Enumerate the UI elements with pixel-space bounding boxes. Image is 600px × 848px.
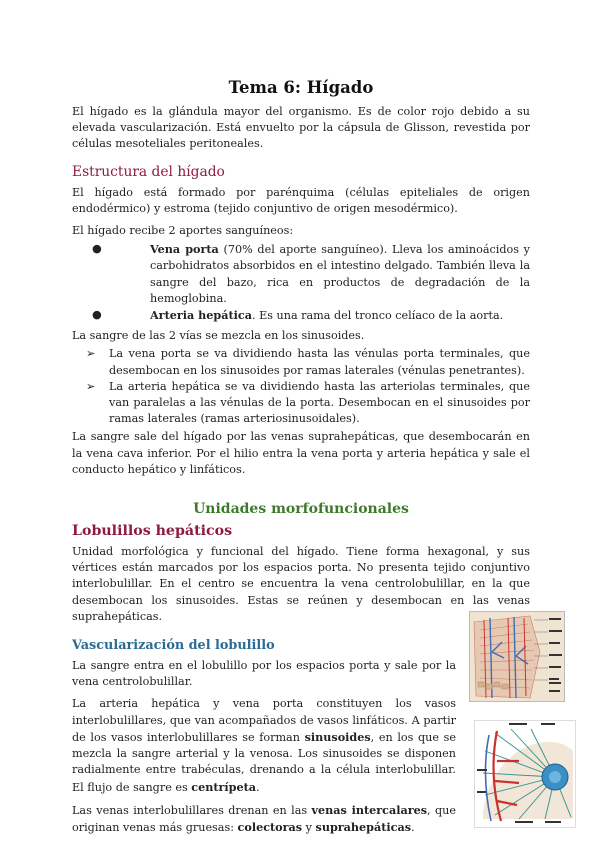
lobule-illustration [469,611,565,702]
heading-lobulillos: Lobulillos hepáticos [72,523,233,540]
vasc-paragraph-3: Las venas interlobulillares drenan en las venas intercalares, que originan venas más gruesas: colectoras y suprahepáticas. [72,802,456,834]
bullet-icon: ● [92,308,102,322]
arrow-bullet-icon: ➢ [86,379,96,393]
lobule-cross-section-svg [475,721,575,827]
vascularizacion-column [72,658,456,836]
blood-supply-list [72,241,530,324]
estructura-paragraph-2: El hígado recibe 2 aportes sanguíneos: [72,224,294,238]
arrow-bullet-icon: ➢ [86,347,96,361]
lobulillos-paragraph: Unidad morfológica y funcional del hígado. Tiene forma hexagonal, y sus vértices están marcados por los espacios porta. No presenta tejido conjuntivo interlobulillar. En el centro se encuentra la vena centrolobulillar, en la que desembocan los sinusoides. Estas se reúnen y desembocan en las venas suprahepáticas. [72,545,530,623]
list-item: ➢ La vena porta se va dividiendo hasta las vénulas porta terminales, que desembocan en los sinusoides por ramas laterales (vénulas penetrantes). [86,347,530,377]
vasc-paragraph-1: La sangre entra en el lobulillo por los espacios porta y sale por la vena centrolobulillar. [72,659,456,689]
estructura-paragraph-4: La sangre sale del hígado por las venas suprahepáticas, que desembocarán en la vena cava inferior. Por el hilio entra la vena porta y arteria hepática y sale el conducto hepático y linfáticos. [72,430,530,476]
list-item: ➢ La arteria hepática se va dividiendo hasta las arteriolas terminales, que van paralelas a las vénulas de la porta. Desembocan en el sinusoides por ramas laterales (ramas arteriosinusoidales). [86,379,530,426]
heading-vascularizacion: Vascularización del lobulillo [72,638,275,654]
lobule-cross-section-illustration [474,720,576,828]
document-page [72,78,530,836]
heading-estructura: Estructura del hígado [72,163,225,180]
lobule-illustration-svg [470,612,564,701]
list-item: ● Arteria hepática. Es una rama del tronco celíaco de la aorta. [92,308,504,323]
estructura-paragraph-3: La sangre de las 2 vías se mezcla en los sinusoides. [72,329,365,343]
list-item: ● Vena porta (70% del aporte sanguíneo). Lleva los aminoácidos y carbohidratos absorbidos en el intestino delgado. También lleva la sangre del bazo, rica en productos de degradación de la hemoglobina. [92,242,530,305]
page-title: Tema 6: Hígado [228,78,374,97]
estructura-paragraph-1: El hígado está formado por parénquima (células epiteliales de origen endodérmico) y estroma (tejido conjuntivo de origen mesodérmico). [72,185,530,215]
intro-paragraph: El hígado es la glándula mayor del organismo. Es de color rojo debido a su elevada vascularización. Está envuelto por la cápsula de Glisson, revestida por células mesoteliales peritoneales. [72,105,530,151]
heading-unidades: Unidades morfofuncionales [193,501,409,518]
vasc-paragraph-2: La arteria hepática y vena porta constituyen los vasos interlobulillares, que van acompañados de vasos linfáticos. A partir de los vasos interlobulillares se forman sinusoides, en los que se mezcla la sangre arterial y la venosa. Los sinusoides se disponen radialmente entre trabéculas, drenando a la célula interlobulillar. El flujo de sangre es centrípeta. [72,697,456,794]
vessel-division-list [72,346,530,427]
bullet-icon: ● [92,242,102,256]
